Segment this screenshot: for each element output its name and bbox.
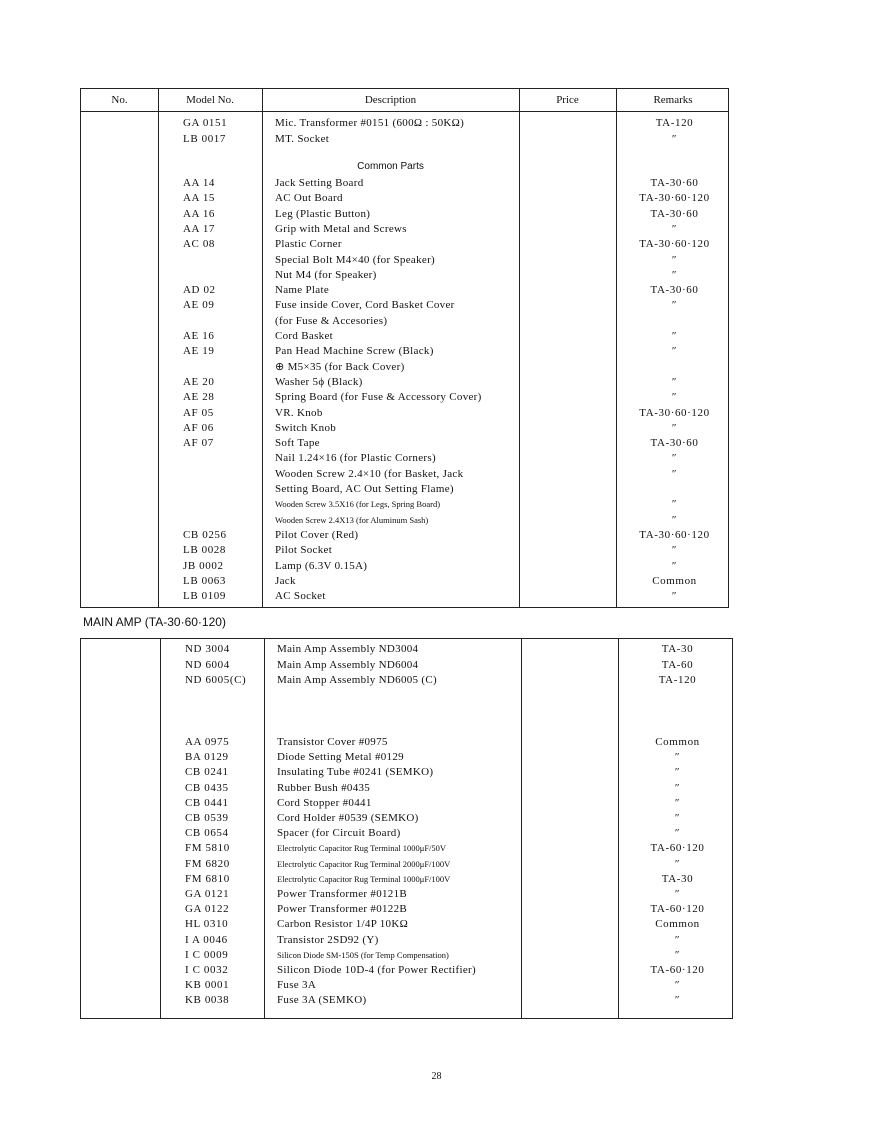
description: Electrolytic Capacitor Rug Terminal 2000μF/100V xyxy=(277,858,451,869)
table-row xyxy=(81,482,728,497)
description: Leg (Plastic Button) xyxy=(275,207,371,220)
description: (for Fuse & Accesories) xyxy=(275,314,388,327)
remark: ″ xyxy=(671,467,678,480)
table-row xyxy=(81,673,732,688)
remark: TA-60·120 xyxy=(650,964,705,976)
remark: Common xyxy=(652,574,697,587)
remark: ″ xyxy=(671,513,678,526)
table-row xyxy=(81,796,732,811)
table-row xyxy=(81,872,732,887)
model-no: LB 0109 xyxy=(183,590,227,603)
model-no: JB 0002 xyxy=(183,559,224,572)
description: Power Transformer #0121B xyxy=(277,888,408,900)
model-no: AD 02 xyxy=(183,284,216,297)
model-no: AA 14 xyxy=(183,177,216,189)
remark: Common xyxy=(655,736,700,748)
remark: ″ xyxy=(671,559,678,572)
remark: ″ xyxy=(671,268,678,281)
remark: ″ xyxy=(674,751,681,764)
description: Soft Tape xyxy=(275,437,320,450)
remark: ″ xyxy=(674,994,681,1007)
table-row xyxy=(81,781,732,796)
remark: TA-30·60 xyxy=(650,284,699,297)
model-no: LB 0017 xyxy=(183,132,227,145)
remark: TA-30 xyxy=(661,643,694,655)
description: Silicon Diode SM-150S (for Temp Compensation) xyxy=(277,949,449,960)
table-row xyxy=(81,497,728,512)
model-no: AF 05 xyxy=(183,406,214,419)
remark: ″ xyxy=(674,766,681,779)
description: Jack Setting Board xyxy=(275,177,364,189)
model-no: BA 0129 xyxy=(185,751,229,764)
model-no: FM 6820 xyxy=(185,857,230,870)
model-no: AE 09 xyxy=(183,299,215,312)
remark: ″ xyxy=(674,933,681,946)
description: Wooden Screw 2.4X13 (for Aluminum Sash) xyxy=(275,514,429,525)
description: Mic. Transformer #0151 (600Ω : 50KΩ) xyxy=(275,117,465,129)
description: Wooden Screw 2.4×10 (for Basket, Jack xyxy=(275,467,464,480)
description: Switch Knob xyxy=(275,421,337,434)
table-row xyxy=(81,902,732,917)
description: Diode Setting Metal #0129 xyxy=(277,751,404,764)
description: Spacer (for Circuit Board) xyxy=(277,827,401,840)
remark: ″ xyxy=(671,330,678,342)
description: Silicon Diode 10D-4 (for Power Rectifier) xyxy=(277,964,476,976)
description: Washer 5ϕ (Black) xyxy=(275,375,363,388)
header-description: Description xyxy=(364,94,417,106)
model-no: FM 6810 xyxy=(185,872,230,885)
table-row xyxy=(81,116,728,131)
model-no: AE 28 xyxy=(183,391,215,404)
table-row xyxy=(81,390,728,405)
remark: ″ xyxy=(674,979,681,992)
model-no: AA 16 xyxy=(183,207,216,220)
remark: ″ xyxy=(671,375,678,388)
table-row xyxy=(81,948,732,963)
common-parts-label: Common Parts xyxy=(357,161,424,172)
table-row xyxy=(81,811,732,826)
table-row xyxy=(81,329,728,344)
description: Special Bolt M4×40 (for Speaker) xyxy=(275,253,435,266)
description: Carbon Resistor 1/4P 10KΩ xyxy=(277,918,409,931)
table-row xyxy=(81,574,728,589)
description: Transistor Cover #0975 xyxy=(277,736,388,748)
table-row xyxy=(81,887,732,902)
remark: ″ xyxy=(671,421,678,434)
description: Pilot Cover (Red) xyxy=(275,528,359,541)
description: MT. Socket xyxy=(275,132,330,145)
remark: ″ xyxy=(671,498,678,511)
model-no: CB 0654 xyxy=(185,827,229,840)
table-row xyxy=(81,528,728,543)
description: Cord Holder #0539 (SEMKO) xyxy=(277,812,419,824)
description: Name Plate xyxy=(275,284,330,297)
model-no: KB 0038 xyxy=(185,994,230,1007)
table-row xyxy=(81,360,728,375)
remark: ″ xyxy=(674,857,681,870)
remark: TA-30·60·120 xyxy=(639,528,710,541)
description: Grip with Metal and Screws xyxy=(275,222,407,235)
table-row xyxy=(81,406,728,421)
table-row xyxy=(81,132,728,147)
header-model: Model No. xyxy=(186,94,234,106)
table-row xyxy=(81,559,728,574)
description: Power Transformer #0122B xyxy=(277,903,408,916)
model-no: ND 3004 xyxy=(185,643,230,655)
parts-table-2 xyxy=(80,638,733,1019)
table-row xyxy=(81,513,728,528)
model-no: AA 15 xyxy=(183,192,216,205)
description: Transistor 2SD92 (Y) xyxy=(277,933,379,946)
description: Fuse 3A (SEMKO) xyxy=(277,994,367,1007)
remark: ″ xyxy=(671,345,678,358)
remark: ″ xyxy=(671,299,678,312)
table-row xyxy=(81,589,728,604)
remark: TA-30·60 xyxy=(650,437,699,450)
model-no: ND 6004 xyxy=(185,658,230,671)
remark: TA-60·120 xyxy=(650,903,705,916)
table-row xyxy=(81,826,732,841)
table-row xyxy=(81,222,728,237)
description: Lamp (6.3V 0.15A) xyxy=(275,559,368,572)
remark: ″ xyxy=(671,132,678,145)
model-no: CB 0241 xyxy=(185,766,229,779)
model-no: I C 0009 xyxy=(185,948,229,961)
description: Electrolytic Capacitor Rug Terminal 1000μF/100V xyxy=(277,873,451,884)
remark: TA-30·60 xyxy=(650,207,699,220)
table-row xyxy=(81,253,728,268)
table-row xyxy=(81,375,728,390)
table-row xyxy=(81,765,732,780)
table-row xyxy=(81,237,728,252)
description: ⊕ M5×35 (for Back Cover) xyxy=(275,360,405,373)
model-no: HL 0310 xyxy=(185,918,229,931)
description: Wooden Screw 3.5X16 (for Legs, Spring Board) xyxy=(275,499,441,510)
header-no: No. xyxy=(111,94,128,106)
remark: Common xyxy=(655,918,700,931)
remark: ″ xyxy=(674,796,681,809)
table-row xyxy=(81,978,732,993)
table-row xyxy=(81,658,732,673)
model-no: CB 0539 xyxy=(185,812,229,824)
description: Setting Board, AC Out Setting Flame) xyxy=(275,483,454,495)
description: Cord Basket xyxy=(275,330,333,342)
table-row xyxy=(81,207,728,222)
table-row xyxy=(81,283,728,298)
remark: ″ xyxy=(671,544,678,557)
description: Insulating Tube #0241 (SEMKO) xyxy=(277,766,434,779)
remark: TA-30·60·120 xyxy=(639,192,710,205)
model-no: AF 06 xyxy=(183,421,214,434)
table-row xyxy=(81,436,728,451)
model-no: LB 0028 xyxy=(183,544,227,557)
model-no: LB 0063 xyxy=(183,574,227,587)
remark: TA-60 xyxy=(661,658,694,671)
table-row xyxy=(81,467,728,482)
model-no: GA 0121 xyxy=(185,888,230,900)
model-no: I A 0046 xyxy=(185,933,228,946)
remark: ″ xyxy=(674,948,681,961)
parts-table-1 xyxy=(80,88,729,608)
table-row xyxy=(81,857,732,872)
table-row xyxy=(81,917,732,932)
header-price: Price xyxy=(556,94,579,106)
table-row xyxy=(81,841,732,856)
remark: TA-30·60 xyxy=(650,177,699,189)
description: AC Out Board xyxy=(275,192,343,205)
description: Rubber Bush #0435 xyxy=(277,781,371,794)
table-row xyxy=(81,268,728,283)
description: Pilot Socket xyxy=(275,544,333,557)
remark: ″ xyxy=(674,781,681,794)
description: Spring Board (for Fuse & Accessory Cover) xyxy=(275,391,482,404)
remark: ″ xyxy=(671,590,678,603)
model-no: I C 0032 xyxy=(185,964,229,976)
description: Nail 1.24×16 (for Plastic Corners) xyxy=(275,452,436,465)
table-row xyxy=(81,750,732,765)
model-no: ND 6005(C) xyxy=(185,674,247,686)
table-row xyxy=(81,933,732,948)
description: Electrolytic Capacitor Rug Terminal 1000μF/50V xyxy=(277,843,447,854)
description: AC Socket xyxy=(275,590,326,603)
description: Jack xyxy=(275,574,296,587)
remark: ″ xyxy=(671,253,678,266)
remark: TA-30 xyxy=(661,872,694,885)
model-no: AC 08 xyxy=(183,238,216,251)
model-no: AA 0975 xyxy=(185,736,230,748)
model-no: GA 0151 xyxy=(183,117,228,129)
table-row xyxy=(81,191,728,206)
remark: TA-30·60·120 xyxy=(639,238,710,251)
description: Fuse 3A xyxy=(277,979,317,992)
remark: ″ xyxy=(674,888,681,900)
description: Pan Head Machine Screw (Black) xyxy=(275,345,434,358)
header-remarks: Remarks xyxy=(653,94,693,106)
description: Fuse inside Cover, Cord Basket Cover xyxy=(275,299,455,312)
model-no: AA 17 xyxy=(183,222,216,235)
description: Main Amp Assembly ND6004 xyxy=(277,658,419,671)
description: Cord Stopper #0441 xyxy=(277,796,372,809)
model-no: CB 0435 xyxy=(185,781,229,794)
remark: TA-30·60·120 xyxy=(639,406,710,419)
table-row xyxy=(81,963,732,978)
section-title: MAIN AMP (TA-30·60·120) xyxy=(83,615,226,629)
table-row xyxy=(81,314,728,329)
description: Plastic Corner xyxy=(275,238,342,251)
model-no: CB 0441 xyxy=(185,796,229,809)
table-row xyxy=(81,421,728,436)
table-row xyxy=(81,176,728,191)
model-no: KB 0001 xyxy=(185,979,230,992)
table-row xyxy=(81,735,732,750)
remark: ″ xyxy=(674,812,681,824)
description: Nut M4 (for Speaker) xyxy=(275,268,377,281)
table-row xyxy=(81,451,728,466)
table-row xyxy=(81,298,728,313)
remark: ″ xyxy=(671,452,678,465)
table-row xyxy=(81,344,728,359)
model-no: AE 19 xyxy=(183,345,215,358)
model-no: AE 20 xyxy=(183,375,215,388)
description: Main Amp Assembly ND6005 (C) xyxy=(277,674,437,686)
table-row xyxy=(81,642,732,657)
remark: ″ xyxy=(671,391,678,404)
remark: TA-120 xyxy=(658,674,697,686)
remark: ″ xyxy=(671,222,678,235)
remark: ″ xyxy=(674,827,681,840)
model-no: FM 5810 xyxy=(185,842,230,855)
description: VR. Knob xyxy=(275,406,323,419)
model-no: CB 0256 xyxy=(183,528,227,541)
model-no: GA 0122 xyxy=(185,903,230,916)
description: Main Amp Assembly ND3004 xyxy=(277,643,419,655)
model-no: AF 07 xyxy=(183,437,214,450)
model-no: AE 16 xyxy=(183,330,215,342)
remark: TA-60·120 xyxy=(650,842,705,855)
table-row xyxy=(81,993,732,1008)
page-number: 28 xyxy=(431,1071,442,1082)
table-row xyxy=(81,543,728,558)
remark: TA-120 xyxy=(655,117,694,129)
